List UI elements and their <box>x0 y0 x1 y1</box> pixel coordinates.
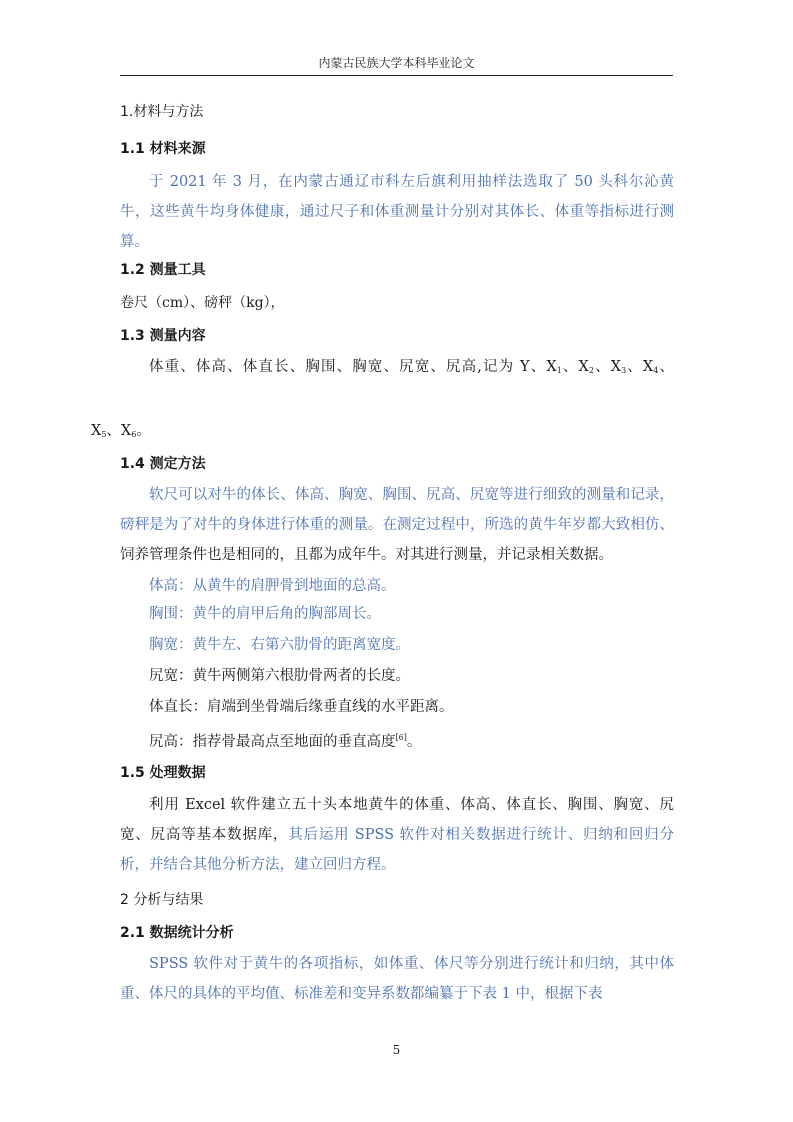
subsection-heading-2-1: 2.1 数据统计分析 <box>120 925 234 941</box>
definition-rump-width: 尻宽：黄牛两侧第六根肋骨两者的长度。 <box>149 668 410 684</box>
subsection-heading-1-5: 1.5 处理数据 <box>120 765 206 781</box>
paragraph-measure-content <box>91 352 674 450</box>
separator: 、X <box>561 359 589 375</box>
section-heading-1: 1.材料与方法 <box>120 104 204 120</box>
subscript-4: 4 <box>653 366 659 375</box>
separator: 、X <box>626 359 654 375</box>
subscript-6: 6 <box>131 430 137 439</box>
subsection-heading-1-1: 1.1 材料来源 <box>120 141 206 157</box>
separator: 、X <box>593 359 622 375</box>
subsection-heading-1-2: 1.2 测量工具 <box>120 262 206 278</box>
section-heading-2: 2 分析与结果 <box>120 892 204 908</box>
processing-text-dark: 利用 Excel 软件建立五十头本地黄牛的体重、体高、体直长、胸围、胸宽、尻宽、尻高等基本数据库， <box>120 797 674 843</box>
citation-reference: [6] <box>395 733 407 742</box>
definition-chest-girth: 胸围：黄牛的肩甲后角的胸部周长。 <box>149 606 381 622</box>
separator: 、X <box>106 423 132 439</box>
paragraph-tools: 卷尺（cm）、磅秤（kg）， <box>120 295 285 311</box>
paragraph-statistics: SPSS 软件对于黄牛的各项指标，如体重、体尺等分别进行统计和归纳，其中体重、体尺的具体的平均值、标准差和变异系数都编纂于下表 1 中，根据下表 <box>120 956 674 1002</box>
separator: 、 <box>658 359 674 375</box>
paragraph-data-processing <box>120 790 674 880</box>
definition-height: 体高：从黄牛的肩胛骨到地面的总高。 <box>149 578 396 594</box>
subsection-heading-1-3: 1.3 测量内容 <box>120 328 206 344</box>
variable-x: X <box>91 423 102 439</box>
definition-chest-width: 胸宽：黄牛左、右第六肋骨的距离宽度。 <box>149 637 410 653</box>
subscript-3: 3 <box>621 366 627 375</box>
definition-body-length: 体直长：肩端到坐骨端后缘垂直线的水平距离。 <box>149 699 454 715</box>
subscript-5: 5 <box>101 430 107 439</box>
measure-text: 体重、体高、体直长、胸围、胸宽、尻宽、尻高,记为 Y、X <box>149 359 557 375</box>
processing-text-blue: 其后运用 SPSS 软件对相关数据进行统计、归纳和回归分析，并结合其他分析方法，建立回归方程。 <box>120 827 674 873</box>
subscript-1: 1 <box>556 366 562 375</box>
header-divider <box>120 75 673 76</box>
paragraph-method <box>120 480 674 570</box>
subsection-heading-1-4: 1.4 测定方法 <box>120 456 206 472</box>
method-text-blue: 软尺可以对牛的体长、体高、胸宽、胸围、尻高、尻宽等进行细致的测量和记录，磅秤是为了对牛的身体进行体重的测量。在测定过程中，所选的黄牛年岁都大致相仿、 <box>120 487 674 533</box>
period: 。 <box>136 423 151 439</box>
definition-text: 尻高：指荐骨最高点至地面的垂直高度 <box>149 734 396 750</box>
running-header: 内蒙古民族大学本科毕业论文 <box>318 56 475 70</box>
period: 。 <box>406 734 422 750</box>
page-number: 5 <box>392 1043 401 1057</box>
paragraph-material-source: 于 2021 年 3 月，在内蒙古通辽市科左后旗利用抽样法选取了 50 头科尔沁黄牛，这些黄牛均身体健康，通过尺子和体重测量计分别对其体长、体重等指标进行测算。 <box>120 174 674 250</box>
subscript-2: 2 <box>588 366 594 375</box>
method-text-dark: 饲养管理条件也是相同的，且都为成年牛。对其进行测量，并记录相关数据。 <box>120 547 613 563</box>
page-body <box>91 95 674 1009</box>
definition-rump-height <box>120 728 674 752</box>
